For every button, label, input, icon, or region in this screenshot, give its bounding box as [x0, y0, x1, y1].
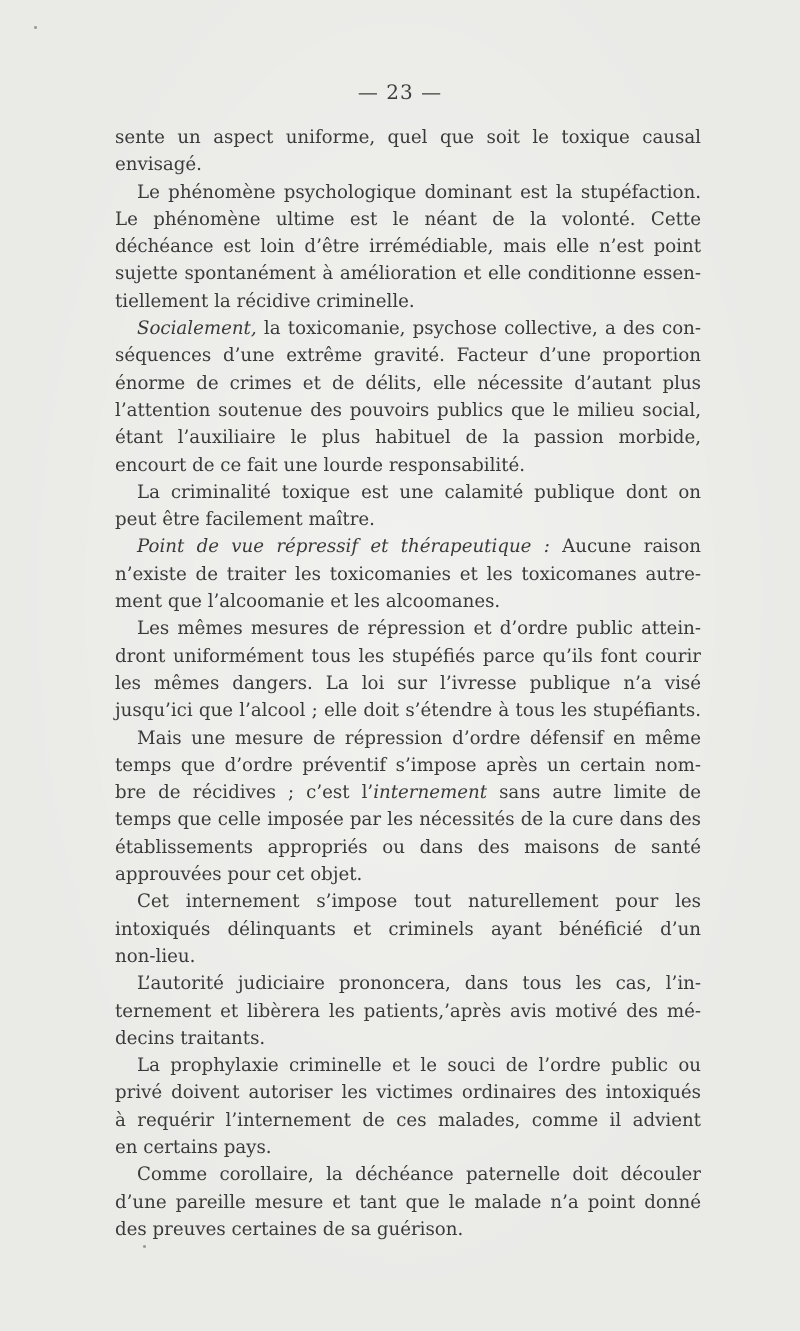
text-line: énorme de crimes et de délits, elle nécessite d’autant plus — [115, 372, 701, 394]
paragraph — [115, 315, 701, 479]
text-line: Comme corollaire, la déchéance paternelle doit découler — [137, 1164, 701, 1186]
text-line: Cet internement s’impose tout naturellement pour les — [137, 891, 701, 913]
text-line: étant l’auxiliaire le plus habituel de la passion morbide, — [115, 427, 701, 449]
text-line: en certains pays. — [115, 1136, 272, 1158]
paragraph — [115, 179, 701, 315]
text-line: intoxiqués délinquants et criminels ayant bénéficié d’un — [115, 918, 701, 940]
text-line: ment que l’alcoomanie et les alcoomanes. — [115, 591, 501, 613]
page-number: — 23 — — [357, 80, 443, 104]
text-line: bre de récidives ; c’est l’internement sans autre limite de — [115, 782, 701, 804]
paper-speck — [143, 1245, 146, 1248]
text-line: L’autorité judiciaire prononcera, dans tous les cas, l’in- — [137, 973, 701, 995]
body-text — [115, 124, 701, 1243]
text-line: decins traitants. — [115, 1027, 266, 1049]
italic-emphasis: internement — [373, 782, 488, 804]
text-line: établissements appropriés ou dans des maisons de santé — [115, 836, 701, 858]
text-line: encourt de ce fait une lourde responsabilité. — [115, 454, 526, 476]
text-line: jusqu’ici que l’alcool ; elle doit s’étendre à tous les stupéfiants. — [115, 700, 701, 722]
text-line: des preuves certaines de sa guérison. — [115, 1218, 464, 1240]
text-line: approuvées pour cet objet. — [115, 864, 363, 886]
text-line: n’existe de traiter les toxicomanies et les toxicomanes autre- — [115, 563, 701, 585]
paragraph — [115, 124, 701, 179]
text-line: Le phénomène psychologique dominant est la stupéfaction. — [137, 181, 701, 203]
text-line: La criminalité toxique est une calamité publique dont on — [137, 481, 701, 503]
text-line: tiellement la récidive criminelle. — [115, 290, 415, 312]
text-line: les mêmes dangers. La loi sur l’ivresse publique n’a visé — [115, 672, 701, 694]
text-line: privé doivent autoriser les victimes ordinaires des intoxiqués — [115, 1082, 701, 1104]
text-line: dront uniformément tous les stupéfiés parce qu’ils font courir — [115, 645, 701, 667]
text-line: non-lieu. — [115, 945, 196, 967]
text-line: l’attention soutenue des pouvoirs publics que le milieu social, — [115, 399, 701, 421]
text-line: Socialement, la toxicomanie, psychose collective, a des con- — [137, 318, 701, 340]
italic-emphasis: Socialement, — [137, 318, 257, 340]
paragraph — [115, 533, 701, 615]
paragraph — [115, 479, 701, 534]
text-line: d’une pareille mesure et tant que le malade n’a point donné — [115, 1191, 701, 1213]
text-line: envisagé. — [115, 154, 202, 176]
paragraph — [115, 888, 701, 970]
text-line: déchéance est loin d’être irrémédiable, mais elle n’est point — [115, 236, 701, 258]
text-line: Mais une mesure de répression d’ordre défensif en même — [137, 727, 701, 749]
text-line: à requérir l’internement de ces malades, comme il advient — [115, 1109, 701, 1131]
text-line: sente un aspect uniforme, quel que soit le toxique causal — [115, 127, 701, 148]
paragraph — [115, 615, 701, 724]
paragraph — [115, 970, 701, 1052]
paragraph — [115, 1161, 701, 1243]
text-line: Point de vue répressif et thérapeutique : Aucune raison — [137, 536, 701, 558]
text-line: peut être facilement maître. — [115, 509, 375, 531]
text-line: temps que d’ordre préventif s’impose après un certain nom- — [115, 754, 701, 776]
text-line: ternement et libèrera les patients,’après avis motivé des mé- — [115, 1000, 701, 1022]
paragraph — [115, 725, 701, 889]
text-line: Le phénomène ultime est le néant de la volonté. Cette — [115, 208, 701, 230]
text-line: sujette spontanément à amélioration et elle conditionne essen- — [115, 263, 701, 285]
text-line: séquences d’une extrême gravité. Facteur d’une proportion — [115, 345, 701, 367]
paper-speck — [34, 26, 37, 29]
italic-emphasis: Point de vue répressif et thérapeutique : — [137, 536, 550, 558]
text-line: temps que celle imposée par les nécessités de la cure dans des — [115, 809, 701, 831]
text-line: Les mêmes mesures de répression et d’ordre public attein- — [137, 618, 701, 640]
text-line: La prophylaxie criminelle et le souci de l’ordre public ou — [137, 1055, 701, 1077]
paragraph — [115, 1052, 701, 1161]
